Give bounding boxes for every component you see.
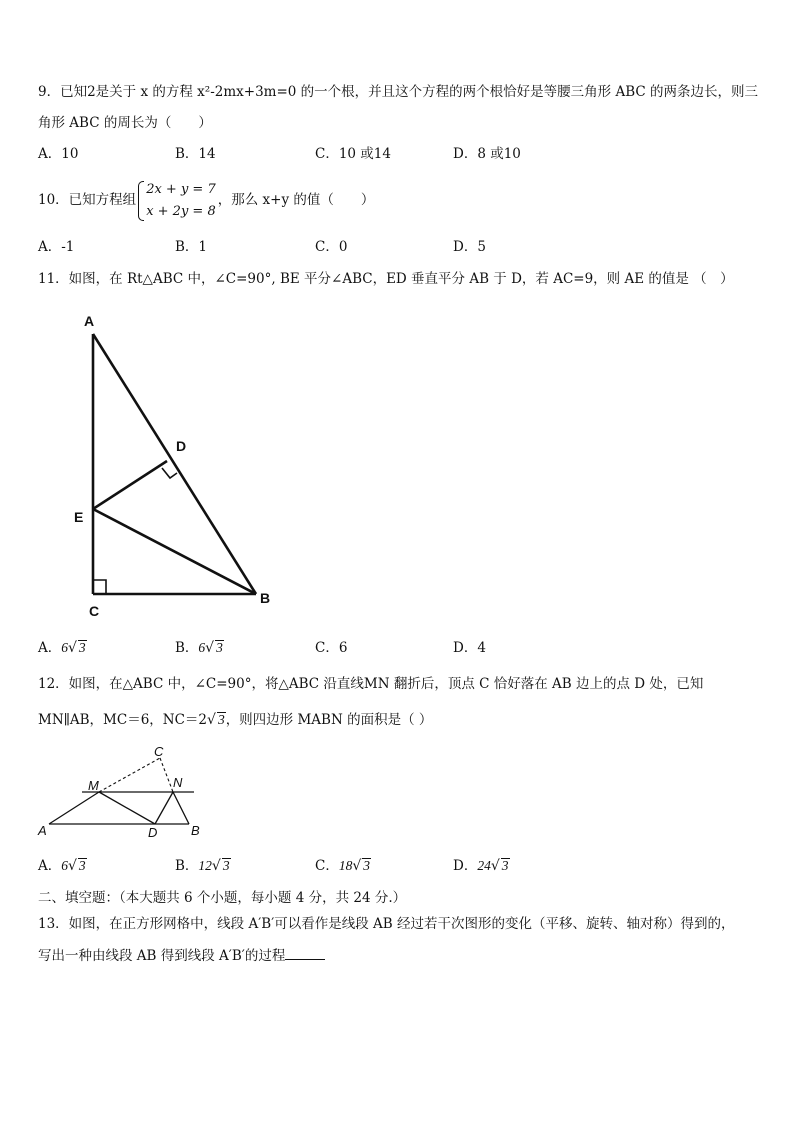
q10-option-d: D．5 (453, 239, 486, 255)
q12-label-m: M (88, 778, 99, 793)
q11-right-angle-d (162, 468, 177, 478)
q10-option-a: A．-1 (38, 239, 75, 255)
q12-segment-nb (173, 792, 189, 824)
q11-right-angle-c (93, 580, 106, 594)
q9-option-c: C．10 或14 (315, 146, 391, 162)
q11-option-a: A．6√ 3 (38, 640, 86, 656)
q12-fold-figure (34, 742, 214, 842)
q10-eq2: x + 2y = 8 (146, 203, 216, 219)
q11-option-b: B．6√ 3 (175, 640, 223, 656)
q11-option-c: C．6 (315, 640, 348, 656)
q9-option-a: A．10 (38, 146, 79, 162)
q11-side-ab (93, 334, 256, 594)
q13-text-line1: 13．如图，在正方形网格中，线段 A′B′可以看作是线段 AB 经过若干次图形的变化（平移、旋转、轴对称）得到的， (38, 916, 735, 932)
q13-text-line2: 写出一种由线段 AB 得到线段 A′B′的过程 (38, 945, 325, 966)
q10-equation-system (138, 179, 216, 223)
q12-label-n: N (173, 775, 183, 790)
q12-text-line2: MN∥AB，MC＝6，NC＝2√ 3，则四边形 MABN 的面积是（ ） (38, 712, 433, 728)
q11-option-a-radical: 6√ 3 (61, 640, 86, 656)
q13-answer-blank[interactable] (285, 945, 325, 960)
q12-segment-dn (155, 792, 173, 824)
q11-label-b: B (260, 590, 271, 606)
q12-label-d: D (148, 825, 158, 840)
q12-nc-radical: √ 3 (207, 712, 225, 728)
q11-segment-be (93, 509, 256, 594)
q11-label-e: E (74, 509, 84, 525)
q12-label-a: A (38, 823, 47, 838)
q10-option-b: B．1 (175, 239, 208, 255)
q10-suffix: ，那么 x+y 的值（ ） (217, 192, 375, 208)
q10-eq1: 2x + y = 7 (146, 181, 216, 197)
q9-option-b: B．14 (175, 146, 216, 162)
q9-text-line1: 9．已知2是关于 x 的方程 x²-2mx+3m=0 的一个根，并且这个方程的两个根恰好是等腰三角形 ABC 的两条边长，则三 (38, 84, 758, 100)
q9-option-d: D．8 或10 (453, 146, 521, 162)
q12-text-line1: 12．如图，在△ABC 中，∠C=90°，将△ABC 沿直线MN 翻折后，顶点 C 恰好落在 AB 边上的点 D 处，已知 (38, 676, 704, 692)
q11-label-a: A (84, 313, 95, 329)
q11-label-c: C (89, 603, 100, 619)
q10-prefix: 10．已知方程组 (38, 192, 137, 208)
q12-segment-md (99, 792, 155, 824)
q12-option-a: A．6√ 3 (38, 858, 86, 874)
q12-dashed-cn (160, 758, 173, 792)
q12-option-b: B．12√ 3 (175, 858, 230, 874)
q12-dashed-mc (99, 758, 160, 792)
q12-label-c: C (154, 744, 164, 759)
q11-triangle-figure (70, 310, 280, 620)
q12-label-b: B (191, 823, 200, 838)
q11-label-d: D (176, 438, 187, 454)
q11-segment-ed (93, 461, 167, 509)
q11-option-d: D．4 (453, 640, 486, 656)
q11-option-b-radical: 6√ 3 (198, 640, 223, 656)
q12-segment-am (49, 792, 99, 824)
q10-option-c: C．0 (315, 239, 348, 255)
q11-text: 11．如图，在 Rt△ABC 中，∠C=90°, BE 平分∠ABC，ED 垂直平分 AB 于 D，若 AC=9，则 AE 的值是 （ ） (38, 271, 734, 287)
q12-option-d: D．24√ 3 (453, 858, 509, 874)
q9-text-line2: 角形 ABC 的周长为（ ） (38, 115, 212, 131)
q12-option-c: C．18√ 3 (315, 858, 371, 874)
section2-title: 二、填空题：（本大题共 6 个小题，每小题 4 分，共 24 分.） (38, 890, 407, 906)
q10-text (38, 176, 374, 224)
